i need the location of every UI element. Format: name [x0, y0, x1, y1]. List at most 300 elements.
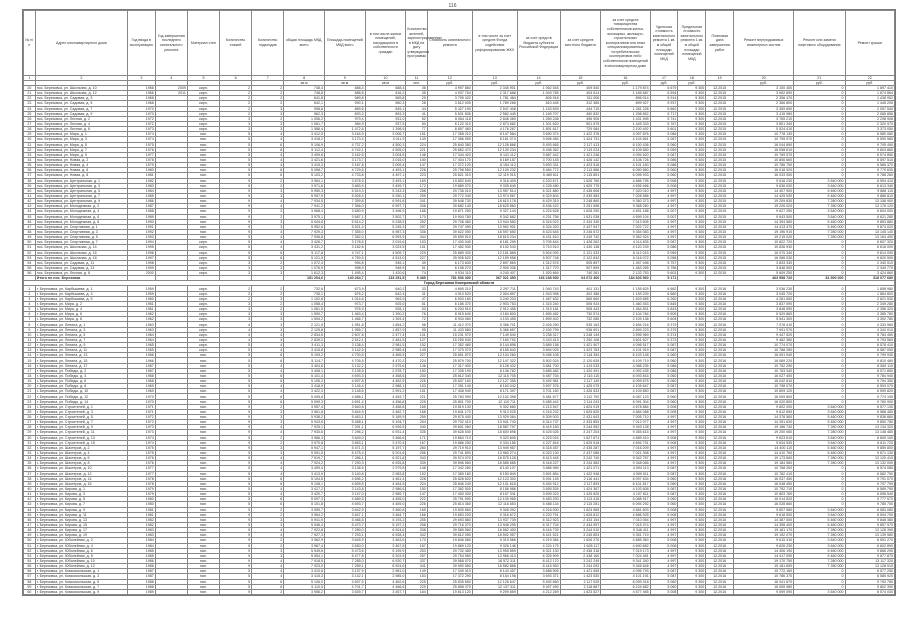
table-cell: 2	[220, 291, 252, 296]
table-cell: 4 224 628	[517, 209, 560, 214]
table-cell: 9 300	[678, 486, 706, 491]
table-cell: 0	[794, 147, 845, 152]
unit-cell: кв.м	[324, 81, 365, 86]
table-cell: 9 334 185	[472, 440, 517, 445]
table-cell: 12.2016	[706, 394, 734, 399]
table-cell: 58	[24, 579, 36, 584]
table-cell: 9 300	[678, 425, 706, 430]
table-cell: 41	[24, 193, 36, 198]
table-cell: 1 423 530	[560, 574, 601, 579]
table-cell: 12.2016	[706, 379, 734, 384]
table-cell: 6 920,7	[365, 558, 406, 563]
table-cell: 4	[252, 558, 284, 563]
table-cell: 3 640 000	[794, 209, 845, 214]
table-cell: 4 997	[650, 558, 678, 563]
table-cell: 4 220 671	[517, 178, 560, 183]
table-cell: 2 694 216	[601, 322, 650, 327]
table-cell: 8 412 170	[517, 558, 560, 563]
table-cell: 3 694 025	[517, 348, 560, 353]
table-cell: 5 245,3	[365, 224, 406, 229]
table-cell: 4 691,4	[324, 399, 365, 404]
table-cell: 12.2015	[706, 178, 734, 183]
table-cell: 12.2016	[706, 492, 734, 497]
table-cell: 1983	[127, 183, 155, 188]
table-cell: 6 583 080	[845, 507, 894, 512]
column-number: 21	[794, 76, 845, 81]
table-cell: 12.2016	[706, 456, 734, 461]
table-cell: 3 464,7	[365, 512, 406, 517]
table-cell: 3 140,8	[324, 471, 365, 476]
table-cell: 1965	[127, 348, 155, 353]
table-cell: 2 979,8	[365, 466, 406, 471]
table-cell: 36	[24, 168, 36, 173]
table-cell: 10 803 760	[734, 492, 794, 497]
table-cell: пан.	[187, 481, 219, 486]
table-cell: 12.2016	[706, 476, 734, 481]
table-cell: 6 924,6	[365, 528, 406, 533]
table-cell: 39	[24, 481, 36, 486]
table-cell: 1 464 831	[601, 307, 650, 312]
table-cell: 226	[406, 502, 427, 507]
table-cell: 1 628 117	[560, 543, 601, 548]
table-cell: 9 447 520	[734, 332, 794, 337]
column-number: 8	[284, 76, 325, 81]
table-cell: 172	[406, 183, 427, 188]
table-cell: 7 013 505	[601, 219, 650, 224]
table-cell: 9 300	[678, 132, 706, 137]
table-cell: 5 060	[650, 584, 678, 589]
table-cell: 10	[24, 332, 36, 337]
table-cell: 56	[24, 271, 36, 276]
table-cell: 3 639,7	[324, 589, 365, 594]
table-cell: 3 647,1	[324, 512, 365, 517]
table-cell: 2 057 540	[845, 106, 894, 111]
table-cell: 3 178,5	[324, 240, 365, 245]
table-cell: 1965	[127, 343, 155, 348]
table-cell: 9 346 411	[601, 528, 650, 533]
table-cell: 6	[252, 502, 284, 507]
table-cell: 8 155 643	[472, 348, 517, 353]
table-cell: 16 009 800	[734, 394, 794, 399]
table-cell: 9	[220, 450, 252, 455]
table-cell: 4 997	[650, 522, 678, 527]
table-cell: 6 574 850	[845, 152, 894, 157]
table-cell: 9 626 230	[734, 543, 794, 548]
table-cell: 1975	[127, 445, 155, 450]
table-cell: 409 540	[560, 86, 601, 91]
table-cell: 5	[220, 394, 252, 399]
table-cell: 16 044 890	[734, 142, 794, 147]
table-cell: 6	[252, 373, 284, 378]
table-cell: 5	[220, 579, 252, 584]
table-cell: 5 427 190	[427, 106, 472, 111]
table-cell: 4	[252, 343, 284, 348]
table-cell: 3 244 583	[560, 461, 601, 466]
table-cell: 4 686 795	[601, 178, 650, 183]
table-cell: 4 699 104	[601, 214, 650, 219]
table-cell: 1976	[127, 461, 155, 466]
address-cell: пос. Березовка, ул. Школьная, д. 10	[35, 86, 127, 91]
table-cell: 936 901	[560, 327, 601, 332]
table-cell: 1 420,6	[365, 271, 406, 276]
table-cell: 3 245 853	[560, 533, 601, 538]
table-cell: 12.2016	[706, 584, 734, 589]
table-cell: 12.2015	[706, 188, 734, 193]
table-cell: 4 220 791	[517, 512, 560, 517]
table-cell: 29	[24, 132, 36, 137]
column-number: 2	[35, 76, 127, 81]
unit-cell: руб.	[794, 81, 845, 86]
column-header: Год завершения последнего капитального ремонта	[155, 11, 187, 76]
table-cell: 3 687 442	[517, 152, 560, 157]
table-cell: 2 607,8	[324, 332, 365, 337]
table-cell: 225	[406, 579, 427, 584]
table-cell: 5 060	[650, 379, 678, 384]
table-cell: 9 871 130	[845, 450, 894, 455]
table-cell: 10 763 340	[734, 368, 794, 373]
table-cell: 12 102 398	[472, 394, 517, 399]
table-cell: 3 147,0	[324, 492, 365, 497]
table-cell: 4 219 384	[517, 538, 560, 543]
table-cell: 19 226 020	[734, 204, 794, 209]
table-cell: 9 300	[678, 147, 706, 152]
table-cell: 4 690 682	[601, 543, 650, 548]
table-cell: 19 863 710	[427, 435, 472, 440]
table-cell: 5 201,6	[365, 450, 406, 455]
table-cell: 10 795 970	[734, 137, 794, 142]
table-cell: 3	[252, 317, 284, 322]
table-cell: 18 575 128	[472, 456, 517, 461]
table-cell: 1 179 874	[601, 86, 650, 91]
table-cell: 19 889 370	[427, 183, 472, 188]
table-cell: 3 502,7	[365, 214, 406, 219]
table-cell: кирп.	[187, 250, 219, 255]
table-cell: 1977	[127, 471, 155, 476]
address-cell: г. Березовка, ул. Победы, д. 4	[35, 373, 127, 378]
table-cell: 5 060	[650, 399, 678, 404]
table-cell: 28	[406, 101, 427, 106]
table-cell: 4 997	[650, 229, 678, 234]
table-cell: 4	[252, 486, 284, 491]
table-cell: 3 415,3	[284, 574, 325, 579]
table-cell: 2 846 369	[472, 116, 517, 121]
table-cell: 4	[24, 301, 36, 306]
table-cell: пан.	[187, 461, 219, 466]
table-cell: 2	[252, 96, 284, 101]
table-cell: 3 242 249	[560, 558, 601, 563]
table-cell: 3 244 092	[560, 564, 601, 569]
table-cell: 5 060	[650, 373, 678, 378]
table-cell: 4	[252, 332, 284, 337]
table-cell: 4 997	[650, 528, 678, 533]
table-cell: 140 264,7	[324, 276, 365, 281]
table-cell: 14 400 110	[734, 445, 794, 450]
table-cell: 3 640 000	[794, 178, 845, 183]
table-cell: 5 106,3	[284, 379, 325, 384]
table-cell: 4 500,3	[365, 142, 406, 147]
table-cell: 6	[252, 497, 284, 502]
table-cell: 9 300	[678, 435, 706, 440]
table-cell: 6 574 080	[845, 466, 894, 471]
table-cell: 4 462,9	[365, 379, 406, 384]
table-cell: 2	[252, 260, 284, 265]
table-cell: 12.2016	[706, 548, 734, 553]
table-cell: 3 145,4	[324, 384, 365, 389]
table-cell: 22	[24, 394, 36, 399]
table-cell: 12.2015	[706, 137, 734, 142]
table-cell: 12 110 711	[472, 399, 517, 404]
table-row	[24, 589, 895, 594]
table-cell: 5 250,1	[365, 193, 406, 198]
table-cell: 14	[24, 353, 36, 358]
table-cell: 3 640 000	[794, 214, 845, 219]
table-cell: пан.	[187, 584, 219, 589]
table-cell: 10 786 370	[734, 574, 794, 579]
table-cell: 9 300	[678, 224, 706, 229]
table-cell: 29 772 340	[427, 193, 472, 198]
column-number: 13	[472, 76, 517, 81]
table-cell: 29 702 410	[427, 420, 472, 425]
table-cell: 5 502 024	[517, 358, 560, 363]
table-cell: 9 300	[678, 553, 706, 558]
table-cell: 8 154 113	[472, 163, 517, 168]
table-cell: пан.	[187, 415, 219, 420]
table-cell: 7 296,2	[324, 430, 365, 435]
table-cell: 12.2016	[706, 450, 734, 455]
table-cell: 4 462,6	[365, 579, 406, 584]
table-cell: 5	[220, 358, 252, 363]
unit-cell: руб.	[427, 81, 472, 86]
table-cell: 2	[252, 183, 284, 188]
table-cell: 928,1	[365, 307, 406, 312]
table-cell: 12 137 311	[472, 584, 517, 589]
table-cell: 5	[220, 343, 252, 348]
table-cell: 5	[220, 132, 252, 137]
table-cell: 5 951,5	[284, 450, 325, 455]
table-cell: 1 155 625	[601, 286, 650, 291]
table-cell: 1981	[127, 173, 155, 178]
column-number: 14	[517, 76, 560, 81]
table-cell: 1 422 376	[560, 132, 601, 137]
table-cell: 4 464,5	[365, 481, 406, 486]
address-cell: г. Березовка, ул. Ленина, д. 1	[35, 322, 127, 327]
table-cell: 44	[24, 507, 36, 512]
table-cell: 565 660	[560, 296, 601, 301]
table-cell: 2 981,0	[365, 569, 406, 574]
address-cell: г. Березовка, ул. Шахтеров, д. 10	[35, 466, 127, 471]
table-cell: 4 737,2	[324, 142, 365, 147]
table-cell: пан.	[187, 399, 219, 404]
table-cell: 9 462 380	[734, 337, 794, 342]
table-cell: 12.2016	[706, 522, 734, 527]
table-cell: 1972	[127, 420, 155, 425]
table-cell: 6 993,9	[365, 235, 406, 240]
table-cell: 3	[252, 327, 284, 332]
table-cell: 935 163	[560, 322, 601, 327]
table-cell: 2009	[155, 86, 187, 91]
table-cell: 39	[24, 183, 36, 188]
table-cell: 24	[24, 404, 36, 409]
table-cell: 1 425 825	[560, 492, 601, 497]
table-cell: 169	[406, 507, 427, 512]
table-cell: 1 423 783	[560, 348, 601, 353]
table-cell: 44	[406, 106, 427, 111]
table-cell: 2	[252, 307, 284, 312]
unit-cell: кв.м	[284, 81, 325, 86]
table-cell: 6 594 700	[845, 512, 894, 517]
table-cell: 21	[24, 91, 36, 96]
table-cell: 5	[220, 147, 252, 152]
table-cell: 12.2015	[706, 132, 734, 137]
table-cell: 48	[24, 528, 36, 533]
table-cell: 3 421,6	[284, 157, 325, 162]
table-cell: 12.2015	[706, 101, 734, 106]
table-cell: 1 428 262	[560, 240, 601, 245]
table-cell: 1 955,7	[324, 327, 365, 332]
table-cell: 4 108 726	[601, 157, 650, 162]
table-cell: 17 342 280	[427, 466, 472, 471]
table-cell: 12 105 965	[472, 497, 517, 502]
address-cell: пос. Березовка, ул. Спортивная, д. 7	[35, 240, 127, 245]
table-cell: 5 106,9	[284, 142, 325, 147]
table-cell: 5 086	[650, 368, 678, 373]
table-cell: 0	[794, 250, 845, 255]
table-cell: 35	[406, 91, 427, 96]
table-cell: 4 231 756	[517, 214, 560, 219]
table-cell: 17 344 420	[427, 152, 472, 157]
table-cell: 25 812 340	[427, 373, 472, 378]
table-cell: 6 316 023	[517, 219, 560, 224]
table-cell: 9 300	[678, 163, 706, 168]
table-cell: 4 509,7	[365, 250, 406, 255]
table-cell: 5 460 000	[794, 553, 845, 558]
address-cell: г. Березовка, ул. Победы, д. 2	[35, 368, 127, 373]
table-cell: 25 791 590	[427, 497, 472, 502]
table-cell: 899 927	[601, 101, 650, 106]
table-cell: 12.2016	[706, 301, 734, 306]
table-cell: 7 936,8	[284, 235, 325, 240]
table-cell: 5 087	[650, 384, 678, 389]
table-cell: 43	[24, 204, 36, 209]
table-cell: 9	[220, 445, 252, 450]
column-number: 9	[324, 76, 365, 81]
table-cell: 227	[406, 255, 427, 260]
table-cell: 10 806 660	[734, 157, 794, 162]
table-cell: 12.2016	[706, 358, 734, 363]
table-cell: 5	[220, 486, 252, 491]
table-cell: 19 830 660	[427, 507, 472, 512]
table-cell: 5	[220, 157, 252, 162]
table-cell: 5 104,6	[284, 476, 325, 481]
table-cell: 3 167,8	[324, 163, 365, 168]
table-cell: 9 774 190	[845, 394, 894, 399]
table-cell: пан.	[187, 224, 219, 229]
column-header: Плановая дата завершения работ	[706, 11, 734, 76]
table-cell: 8 150 849	[472, 471, 517, 476]
table-cell: 7 366,0	[324, 204, 365, 209]
table-cell: 7 005 710	[601, 415, 650, 420]
table-cell: 9 300	[678, 121, 706, 126]
table-cell: 5 243,3	[365, 188, 406, 193]
table-cell: 9 300	[678, 193, 706, 198]
column-header: за счет средств товарищества собственников жилья, жилищных, жилищно-строительных кооперативов или иных специализированных потребительских кооперативов либо собственников помещений в многоквартирном доме	[601, 11, 650, 76]
table-cell: 4	[252, 235, 284, 240]
table-cell: 13 128 910	[845, 564, 894, 569]
page-number: 116	[448, 3, 457, 9]
table-cell: 12 109 232	[472, 168, 517, 173]
table-cell: 9 326 146	[472, 543, 517, 548]
column-header: Ремонт внутридомовых инженерных систем	[734, 11, 794, 76]
address-cell: г. Березовка, ул. Мира, д. 6	[35, 312, 127, 317]
table-cell: 2	[252, 507, 284, 512]
table-cell: 25 889 430	[427, 250, 472, 255]
table-cell: 13 960 274	[472, 450, 517, 455]
table-cell: 3 062 890	[734, 91, 794, 96]
table-cell: 1 319 181	[517, 307, 560, 312]
table-cell: 2 113 415	[560, 497, 601, 502]
table-cell: 0	[794, 569, 845, 574]
table-cell: 9	[220, 214, 252, 219]
table-cell: 3 246 672	[560, 229, 601, 234]
table-cell: 4 997	[650, 420, 678, 425]
table-cell: пан.	[187, 183, 219, 188]
table-cell: 9	[220, 548, 252, 553]
table-cell: 7 022 722	[601, 224, 650, 229]
table-cell: 9	[220, 435, 252, 440]
table-cell: 4 088 235	[601, 363, 650, 368]
table-cell: 4 997	[650, 204, 678, 209]
table-cell: 1962	[127, 317, 155, 322]
table-cell: 10 836 930	[734, 245, 794, 250]
table-cell: 5 087	[650, 152, 678, 157]
table-cell: 1975	[127, 142, 155, 147]
table-cell: 5 060	[650, 353, 678, 358]
table-cell: 17 386 950	[427, 137, 472, 142]
table-cell: кирп.	[187, 260, 219, 265]
table-cell: пан.	[187, 142, 219, 147]
table-cell: 9 300	[678, 358, 706, 363]
table-cell: 2 437 088	[560, 450, 601, 455]
table-cell: 5	[220, 502, 252, 507]
table-cell: 31	[406, 291, 427, 296]
table-cell: 0	[794, 394, 845, 399]
table-cell: 38	[24, 178, 36, 183]
address-cell: г. Березовка, ул. Ленина, д. 5	[35, 332, 127, 337]
table-cell: 5 060	[650, 142, 678, 147]
table-cell: 5 519,3	[324, 188, 365, 193]
table-cell: 5 087	[650, 569, 678, 574]
address-cell: пос. Березовка, ул. Молодежная, д. 8	[35, 219, 127, 224]
table-cell: 2 985,4	[365, 348, 406, 353]
table-cell: 12 139 234	[472, 147, 517, 152]
table-cell: 1 426 142	[560, 157, 601, 162]
table-cell: 1 858 980	[845, 286, 894, 291]
table-cell: 6 198 270	[427, 265, 472, 270]
table-cell: 0	[794, 353, 845, 358]
table-cell: 4 729,6	[324, 168, 365, 173]
table-cell: 9 300	[678, 111, 706, 116]
table-cell: 450 832	[560, 111, 601, 116]
table-cell: 0	[794, 368, 845, 373]
table-cell: 4 747,1	[324, 250, 365, 255]
table-cell: кирп.	[187, 116, 219, 121]
table-cell: 1 061,7	[284, 121, 325, 126]
table-cell: 5 477,8	[324, 553, 365, 558]
table-cell: 7 289,0	[324, 528, 365, 533]
table-cell: 5 938,2	[284, 415, 325, 420]
table-cell: 2 356 320	[845, 307, 894, 312]
table-cell: 16 051 940	[734, 353, 794, 358]
